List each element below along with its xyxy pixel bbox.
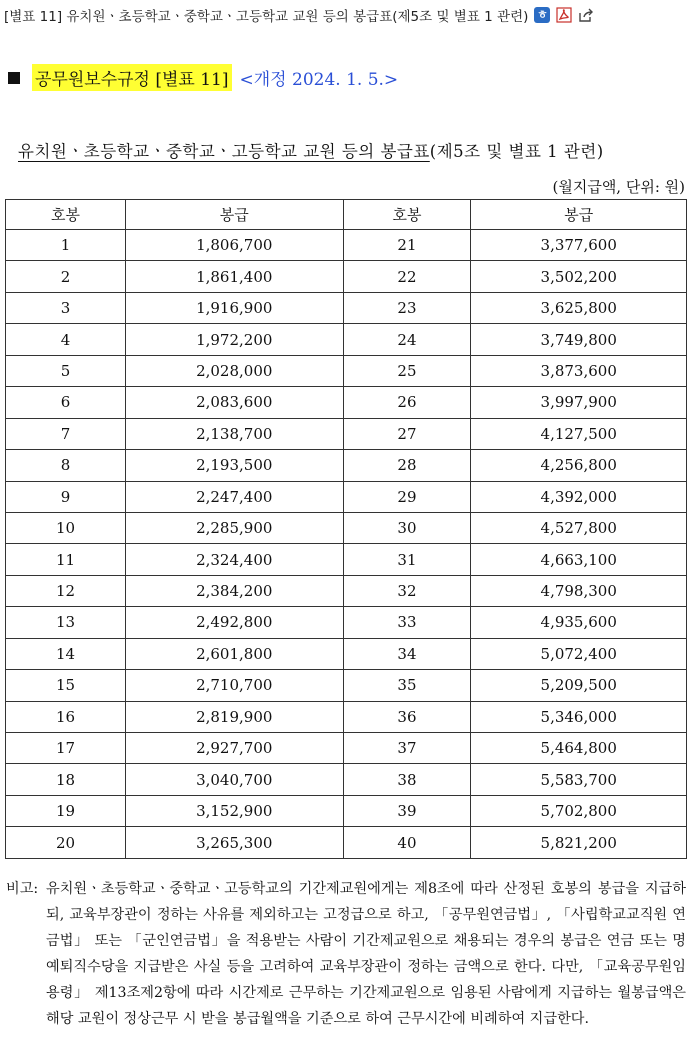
step-right-cell: 30 <box>343 512 471 543</box>
step-left-cell: 9 <box>6 481 126 512</box>
step-right-cell: 26 <box>343 387 471 418</box>
table-row <box>6 292 687 323</box>
salary-left-cell: 1,916,900 <box>125 292 343 323</box>
table-row <box>6 544 687 575</box>
table-row <box>6 575 687 606</box>
step-right-cell: 32 <box>343 575 471 606</box>
salary-right-cell: 5,821,200 <box>471 827 687 858</box>
revision-date: <개정 2024. 1. 5.> <box>239 70 399 90</box>
step-right-cell: 34 <box>343 638 471 669</box>
bullet-square-icon <box>8 72 20 84</box>
unit-label: (월지급액, 단위: 원) <box>552 178 685 196</box>
title-main: 유치원ㆍ초등학교ㆍ중학교ㆍ고등학교 교원 등의 봉급표 <box>18 142 430 161</box>
salary-right-cell: 5,464,800 <box>471 733 687 764</box>
salary-right-cell: 4,527,800 <box>471 512 687 543</box>
step-left-cell: 19 <box>6 795 126 826</box>
step-left-cell: 16 <box>6 701 126 732</box>
step-right-cell: 28 <box>343 450 471 481</box>
step-right-cell: 24 <box>343 324 471 355</box>
salary-left-cell: 3,152,900 <box>125 795 343 826</box>
title-suffix: (제5조 및 별표 1 관련) <box>429 142 604 161</box>
salary-left-cell: 2,710,700 <box>125 670 343 701</box>
table-row <box>6 481 687 512</box>
table-row <box>6 670 687 701</box>
table-row <box>6 733 687 764</box>
salary-table <box>5 199 687 859</box>
step-right-cell: 35 <box>343 670 471 701</box>
table-row <box>6 324 687 355</box>
table-row <box>6 764 687 795</box>
step-right-cell: 33 <box>343 607 471 638</box>
step-right-cell: 37 <box>343 733 471 764</box>
step-left-cell: 2 <box>6 261 126 292</box>
step-right-cell: 21 <box>343 230 471 261</box>
salary-right-cell: 3,625,800 <box>471 292 687 323</box>
salary-right-cell: 3,502,200 <box>471 261 687 292</box>
salary-right-cell: 3,997,900 <box>471 387 687 418</box>
table-row <box>6 701 687 732</box>
step-right-cell: 27 <box>343 418 471 449</box>
table-row <box>6 230 687 261</box>
step-left-cell: 17 <box>6 733 126 764</box>
table-row <box>6 418 687 449</box>
salary-left-cell: 1,806,700 <box>125 230 343 261</box>
salary-right-cell: 4,256,800 <box>471 450 687 481</box>
salary-left-cell: 2,138,700 <box>125 418 343 449</box>
salary-left-cell: 2,819,900 <box>125 701 343 732</box>
step-right-cell: 38 <box>343 764 471 795</box>
salary-right-cell: 3,749,800 <box>471 324 687 355</box>
step-left-cell: 8 <box>6 450 126 481</box>
salary-left-cell: 2,028,000 <box>125 355 343 386</box>
step-right-cell: 22 <box>343 261 471 292</box>
salary-left-cell: 1,972,200 <box>125 324 343 355</box>
pdf-icon[interactable] <box>556 7 572 23</box>
step-right-cell: 29 <box>343 481 471 512</box>
salary-left-cell: 2,193,500 <box>125 450 343 481</box>
header-step-left: 호봉 <box>6 200 126 230</box>
salary-left-cell: 2,083,600 <box>125 387 343 418</box>
salary-right-cell: 4,935,600 <box>471 607 687 638</box>
page-title <box>18 138 604 162</box>
table-row <box>6 261 687 292</box>
step-right-cell: 23 <box>343 292 471 323</box>
remarks <box>6 876 686 1032</box>
salary-right-cell: 4,798,300 <box>471 575 687 606</box>
salary-right-cell: 4,663,100 <box>471 544 687 575</box>
salary-right-cell: 5,072,400 <box>471 638 687 669</box>
table-row <box>6 607 687 638</box>
salary-left-cell: 2,601,800 <box>125 638 343 669</box>
hwp-file-icon[interactable]: ㅎ <box>534 7 550 23</box>
salary-right-cell: 3,377,600 <box>471 230 687 261</box>
header-step-right: 호봉 <box>343 200 471 230</box>
law-name: 공무원보수규정 [별표 11] <box>32 64 232 91</box>
step-left-cell: 1 <box>6 230 126 261</box>
top-bar <box>4 2 691 28</box>
document-reference-title: [별표 11] 유치원ㆍ초등학교ㆍ중학교ㆍ고등학교 교원 등의 봉급표(제5조 및 별표 1 관련) <box>4 9 529 25</box>
salary-left-cell: 2,384,200 <box>125 575 343 606</box>
step-left-cell: 15 <box>6 670 126 701</box>
salary-right-cell: 5,702,800 <box>471 795 687 826</box>
regulation-heading <box>8 64 398 91</box>
remarks-text: 유치원ㆍ초등학교ㆍ중학교ㆍ고등학교의 기간제교원에게는 제8조에 따라 산정된 호봉의 봉급을 지급하되, 교육부장관이 정하는 사유를 제외하고는 고정급으로 하고, 「공무원연금법」, 「사립학교교직원 연금법」 또는 「군인연금법」을 적용받는 사람이 기간제교원으로 채용되는 경우의 봉급은 연금 또는 명예퇴직수당을 지급받은 사실 등을 고려하여 교육부장관이 정하는 금액으로 한다. 다만, 「교육공무원임용령」 제13조제2항에 따라 시간제로 근무하는 기간제교원으로 임용된 사람에게 지급하는 월봉급액은 해당 교원이 정상근무 시 받을 봉급월액을 기준으로 하여 근무시간에 비례하여 지급한다. <box>46 881 686 1027</box>
header-salary-left: 봉급 <box>125 200 343 230</box>
salary-right-cell: 5,583,700 <box>471 764 687 795</box>
table-row <box>6 795 687 826</box>
step-left-cell: 6 <box>6 387 126 418</box>
salary-left-cell: 2,247,400 <box>125 481 343 512</box>
salary-left-cell: 2,324,400 <box>125 544 343 575</box>
step-left-cell: 7 <box>6 418 126 449</box>
step-left-cell: 13 <box>6 607 126 638</box>
salary-right-cell: 5,209,500 <box>471 670 687 701</box>
step-right-cell: 36 <box>343 701 471 732</box>
salary-right-cell: 4,392,000 <box>471 481 687 512</box>
step-left-cell: 14 <box>6 638 126 669</box>
table-header-row <box>6 200 687 230</box>
salary-left-cell: 2,492,800 <box>125 607 343 638</box>
step-left-cell: 4 <box>6 324 126 355</box>
salary-left-cell: 1,861,400 <box>125 261 343 292</box>
step-left-cell: 5 <box>6 355 126 386</box>
step-left-cell: 20 <box>6 827 126 858</box>
salary-right-cell: 4,127,500 <box>471 418 687 449</box>
step-right-cell: 31 <box>343 544 471 575</box>
step-right-cell: 39 <box>343 795 471 826</box>
step-left-cell: 11 <box>6 544 126 575</box>
step-left-cell: 3 <box>6 292 126 323</box>
salary-right-cell: 3,873,600 <box>471 355 687 386</box>
salary-left-cell: 3,265,300 <box>125 827 343 858</box>
salary-left-cell: 3,040,700 <box>125 764 343 795</box>
table-row <box>6 512 687 543</box>
salary-left-cell: 2,927,700 <box>125 733 343 764</box>
table-row <box>6 638 687 669</box>
table-row <box>6 450 687 481</box>
remarks-label: 비고: <box>6 881 39 897</box>
salary-right-cell: 5,346,000 <box>471 701 687 732</box>
table-row <box>6 827 687 858</box>
step-right-cell: 40 <box>343 827 471 858</box>
step-left-cell: 12 <box>6 575 126 606</box>
table-row <box>6 387 687 418</box>
step-left-cell: 10 <box>6 512 126 543</box>
share-icon[interactable] <box>578 7 594 23</box>
step-left-cell: 18 <box>6 764 126 795</box>
header-salary-right: 봉급 <box>471 200 687 230</box>
table-row <box>6 355 687 386</box>
step-right-cell: 25 <box>343 355 471 386</box>
salary-left-cell: 2,285,900 <box>125 512 343 543</box>
